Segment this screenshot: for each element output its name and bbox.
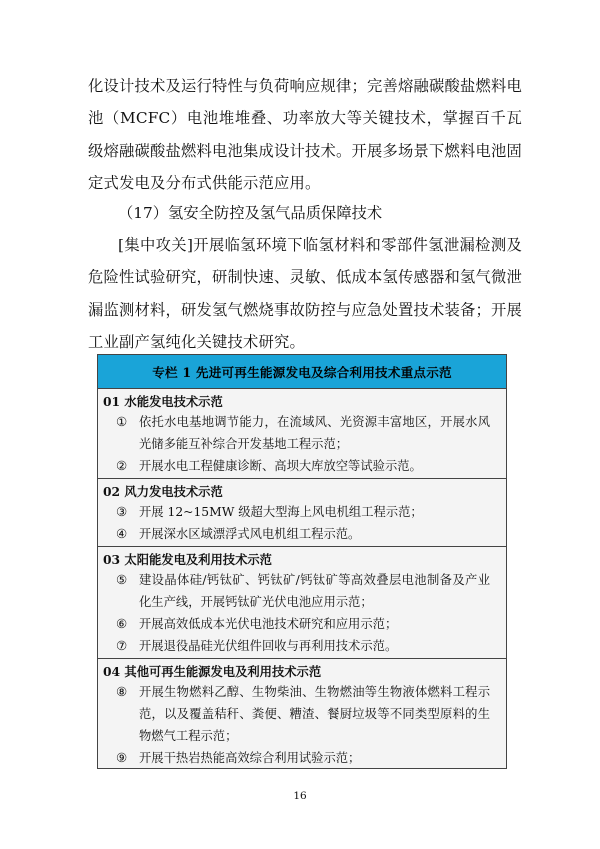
item-number: ①: [116, 415, 128, 429]
list-item: [98, 523, 506, 545]
list-item: [98, 635, 506, 657]
item-text: 开展 12~15MW 级超大型海上风电机组工程示范；: [139, 505, 423, 519]
section-heading-17: （17）氢安全防控及氢气品质保障技术: [118, 204, 383, 222]
item-number: ③: [116, 505, 128, 519]
list-item: [98, 613, 506, 635]
box-section-wind: [98, 479, 506, 547]
page-number: 16: [293, 790, 307, 802]
item-text: 开展高效低成本光伏电池技术研究和应用示范；: [139, 617, 398, 631]
section-heading: 03 太阳能发电及利用技术示范: [103, 552, 272, 567]
list-item: [98, 501, 506, 523]
item-number: ⑥: [116, 617, 128, 631]
column-box-1: [97, 354, 507, 769]
list-item: [98, 681, 506, 747]
box-section-hydro: [98, 389, 506, 479]
item-number: ⑤: [116, 573, 128, 587]
box-title: 专栏 1 先进可再生能源发电及综合利用技术重点示范: [98, 355, 506, 389]
section-heading: 02 风力发电技术示范: [103, 484, 223, 499]
item-text: 依托水电基地调节能力，在流域风、光资源丰富地区，开展水风光储多能互补综合开发基地工程示范；: [139, 415, 490, 451]
list-item: [98, 747, 506, 769]
body-paragraph-1: 化设计技术及运行特性与负荷响应规律；完善熔融碳酸盐燃料电池（MCFC）电池堆堆叠、功率放大等关键技术，掌握百千瓦级熔融碳酸盐燃料电池集成设计技术。开展多场景下燃料电池固定式发电及分布式供能示范应用。: [88, 77, 522, 192]
item-number: ⑦: [116, 639, 128, 653]
item-text: 开展生物燃料乙醇、生物柴油、生物燃油等生物液体燃料工程示范，以及覆盖秸秆、粪便、糟渣、餐厨垃圾等不同类型原料的生物燃气工程示范；: [139, 685, 490, 743]
item-text: 开展退役晶硅光伏组件回收与再利用技术示范。: [139, 639, 398, 653]
box-section-solar: [98, 547, 506, 659]
item-number: ②: [116, 459, 128, 473]
box-section-other: [98, 659, 506, 770]
item-text: 开展干热岩热能高效综合利用试验示范；: [139, 751, 361, 765]
item-text: 开展深水区域漂浮式风电机组工程示范。: [139, 527, 361, 541]
section-heading: 04 其他可再生能源发电及利用技术示范: [103, 664, 322, 679]
item-number: ④: [116, 527, 128, 541]
item-number: ⑨: [116, 751, 128, 765]
item-text: 建设晶体硅/钙钛矿、钙钛矿/钙钛矿等高效叠层电池制备及产业化生产线，开展钙钛矿光伏电池应用示范；: [139, 573, 490, 609]
item-number: ⑧: [116, 685, 128, 699]
body-paragraph-2: [集中攻关]开展临氢环境下临氢材料和零部件氢泄漏检测及危险性试验研究，研制快速、灵敏、低成本氢传感器和氢气微泄漏监测材料，研发氢气燃烧事故防控与应急处置技术装备；开展工业副产氢纯化关键技术研究。: [88, 236, 522, 351]
list-item: [98, 455, 506, 477]
item-text: 开展水电工程健康诊断、高坝大库放空等试验示范。: [139, 459, 422, 473]
section-heading: 01 水能发电技术示范: [103, 394, 223, 409]
list-item: [98, 411, 506, 455]
list-item: [98, 569, 506, 613]
